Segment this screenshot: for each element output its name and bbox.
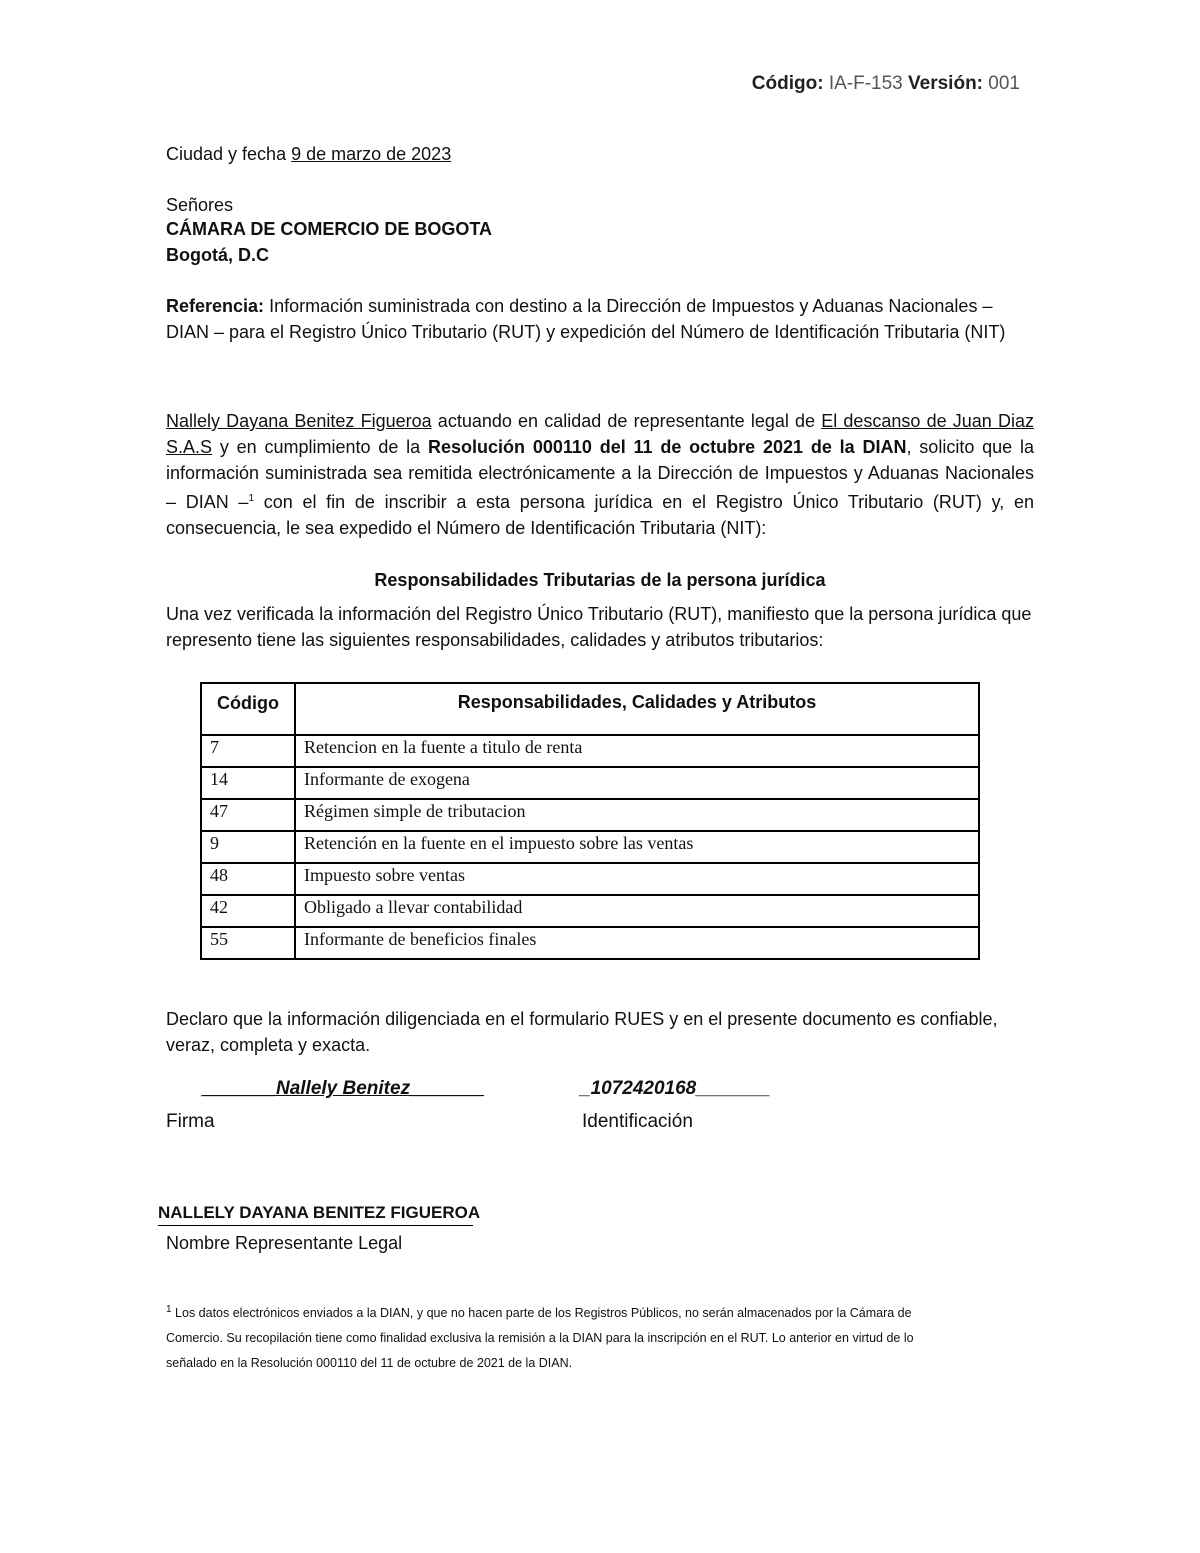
table-header-row [201,683,979,735]
declaration-paragraph: Declaro que la información diligenciada en el formulario RUES y en el presente documento es confiable, veraz, completa y exacta. [166,1009,998,1055]
recipient-organization: CÁMARA DE COMERCIO DE BOGOTA [166,219,492,239]
body-paragraph [166,408,1034,541]
company-name: El descanso de Juan Diaz S.A.S [166,411,1034,457]
responsibilities-column-header: Responsabilidades, Calidades y Atributos [295,683,979,735]
footnote-text: Los datos electrónicos enviados a la DIAN, y que no hacen parte de los Registros Públicos, no serán almacenados por la Cámara de Comercio. Su recopilación tiene como finalidad exclusiva la remisión a la DIAN para la inscripción en el RUT. Lo anterior en virtud de lo señalado en la Resolución 000110 del 11 de octubre de 2021 de la DIAN. [166,1306,914,1371]
representative-name: Nallely Dayana Benitez Figueroa [166,411,432,431]
city-date-label: Ciudad y fecha [166,144,287,164]
row-description: Informante de exogena [295,767,979,799]
row-description: Retención en la fuente en el impuesto sobre las ventas [295,831,979,863]
row-code: 14 [201,767,295,799]
table-row [201,767,979,799]
legal-representative-label: Nombre Representante Legal [166,1233,403,1253]
identification-value: _1072420168_______ [580,1078,771,1099]
body-text-4: con el fin de inscribir a esta persona jurídica en el Registro Único Tributario (RUT) y, en consecuencia, le sea expedido el Número de Identificación Tributaria (NIT): [166,492,1034,538]
responsibilities-intro: Una vez verificada la información del Registro Único Tributario (RUT), manifiesto que la persona jurídica que represento tiene las siguientes responsabilidades, calidades y atributos tributarios: [166,604,1032,650]
row-description: Retencion en la fuente a titulo de renta [295,735,979,767]
row-code: 47 [201,799,295,831]
responsibilities-table [200,682,980,960]
version-value: 001 [988,73,1020,94]
resolution-reference: Resolución 000110 del 11 de octubre 2021 de la DIAN [428,437,907,457]
table-row [201,863,979,895]
table-row [201,831,979,863]
recipient-greeting: Señores [166,195,234,215]
city-date-line [166,144,451,165]
row-description: Régimen simple de tributacion [295,799,979,831]
table-row [201,799,979,831]
row-code: 42 [201,895,295,927]
body-text-3: , solicito que la información suministrada sea remitida electrónicamente a la Dirección de Impuestos y Aduanas Nacionales – DIAN – [166,437,1034,512]
body-text-2: y en cumplimiento de la [212,437,428,457]
responsibilities-title: Responsabilidades Tributarias de la persona jurídica [374,570,826,590]
code-value: IA-F-153 [828,73,903,94]
legal-name-divider [158,1225,473,1226]
body-text-1: actuando en calidad de representante legal de [431,411,822,431]
code-column-header: Código [201,683,295,735]
row-code: 48 [201,863,295,895]
table-row [201,735,979,767]
document-code-header [752,73,1020,95]
table-row [201,927,979,959]
footnote-marker: 1 [166,1304,172,1315]
row-description: Informante de beneficios finales [295,927,979,959]
reference-label: Referencia: [166,296,265,316]
signature-name: Nallely Benitez [275,1078,411,1099]
signature-label: Firma [166,1111,215,1132]
identification-label: Identificación [582,1111,693,1132]
recipient-city: Bogotá, D.C [166,245,269,265]
legal-representative-name: NALLELY DAYANA BENITEZ FIGUEROA [158,1203,481,1222]
reference-text: Información suministrada con destino a la Dirección de Impuestos y Aduanas Nacionales – DIAN – para el Registro Único Tributario (RUT) y expedición del Número de Identificación Tributaria (NIT) [166,296,1006,342]
table-row [201,895,979,927]
row-description: Impuesto sobre ventas [295,863,979,895]
reference-paragraph [166,293,1036,345]
identification-number: 1072420168 [590,1078,697,1099]
footnote-reference: 1 [248,493,255,504]
signature-value: _______Nallely Benitez_______ [202,1078,485,1099]
row-code: 7 [201,735,295,767]
footnote [166,1297,946,1376]
code-label: Código: [751,73,824,94]
row-code: 55 [201,927,295,959]
row-description: Obligado a llevar contabilidad [295,895,979,927]
row-code: 9 [201,831,295,863]
city-date-value: 9 de marzo de 2023 [291,144,452,164]
version-label: Versión: [908,73,984,94]
